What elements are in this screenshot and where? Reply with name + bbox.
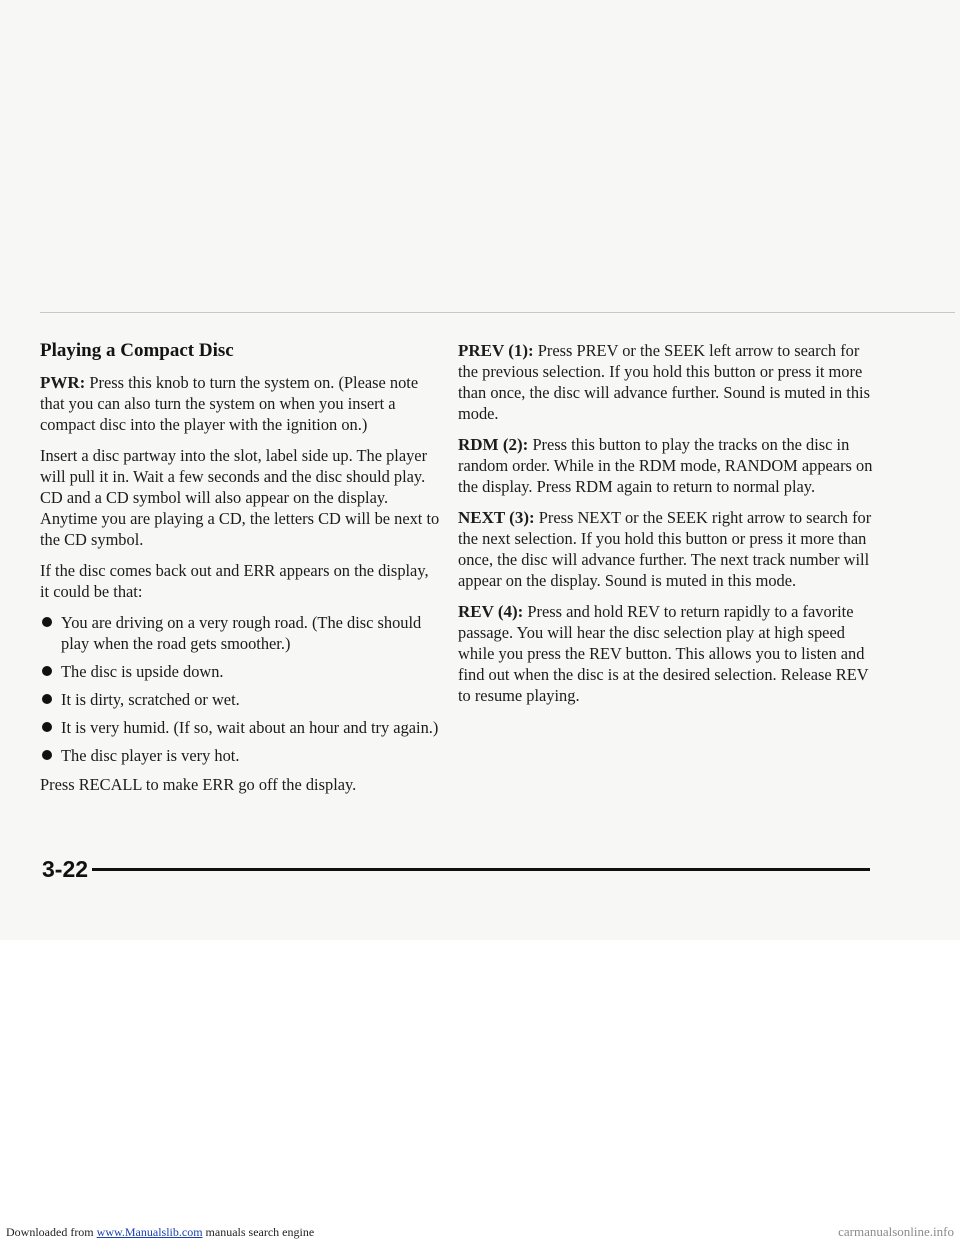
right-column (458, 340, 878, 716)
rdm-paragraph: RDM (2): Press this button to play the tracks on the disc in random order. While in the RDM mode, RANDOM appears on the display. Press RDM again to return to normal play. (458, 435, 873, 496)
bullet-icon (42, 750, 52, 760)
rdm-term: RDM (2): (458, 435, 529, 454)
list-item: The disc is upside down. (40, 661, 440, 682)
next-paragraph: NEXT (3): Press NEXT or the SEEK right arrow to search for the next selection. If you hold this button or press it more than once, the disc will advance further. The next track number will appear on the display. Sound is muted in this mode. (458, 508, 872, 590)
insert-paragraph: Insert a disc partway into the slot, label side up. The player will pull it in. Wait a few seconds and the disc should play. CD and a CD symbol will also appear on the display. Anytime you are playing a CD, the letters CD will be next to the CD symbol. (40, 446, 440, 549)
section-heading: Playing a Compact Disc (40, 340, 234, 361)
pwr-text: Press this knob to turn the system on. (Please note that you can also turn the system on when you insert a compact disc into the player with the ignition on.) (40, 373, 419, 434)
rev-term: REV (4): (458, 602, 524, 621)
banner-text: Downloaded from www.Manualslib.com manuals search engine (6, 1224, 315, 1239)
err-cause-list (40, 612, 440, 766)
download-banner (0, 1222, 960, 1242)
pwr-term: PWR: (40, 373, 86, 392)
page-number: 3-22 (42, 856, 89, 882)
brand-watermark: carmanualsonline.info (838, 1224, 954, 1239)
prev-paragraph: PREV (1): Press PREV or the SEEK left arrow to search for the previous selection. If you hold this button or press it more than once, the disc will advance further. Sound is muted in this mode. (458, 341, 870, 423)
list-item: It is very humid. (If so, wait about an hour and try again.) (40, 717, 440, 738)
manualslib-link[interactable]: www.Manualslib.com (96, 1224, 203, 1239)
bullet-icon (42, 722, 52, 732)
next-term: NEXT (3): (458, 508, 535, 527)
footer-rule (92, 868, 870, 871)
list-item: The disc player is very hot. (40, 745, 440, 766)
rev-paragraph: REV (4): Press and hold REV to return rapidly to a favorite passage. You will hear the disc selection play at high speed while you press the REV button. This allows you to listen and find out when the disc is at the desired selection. Release REV to resume playing. (458, 602, 869, 705)
recall-paragraph: Press RECALL to make ERR go off the display. (40, 775, 357, 794)
top-rule (40, 312, 955, 313)
bullet-icon (42, 666, 52, 676)
list-item: It is dirty, scratched or wet. (40, 689, 440, 710)
left-column (40, 340, 440, 805)
prev-term: PREV (1): (458, 341, 534, 360)
pwr-paragraph (40, 372, 440, 435)
list-item: You are driving on a very rough road. (The disc should play when the road gets smoother.) (40, 612, 440, 654)
bullet-icon (42, 694, 52, 704)
err-intro-paragraph: If the disc comes back out and ERR appears on the display, it could be that: (40, 561, 429, 601)
bullet-icon (42, 617, 52, 627)
